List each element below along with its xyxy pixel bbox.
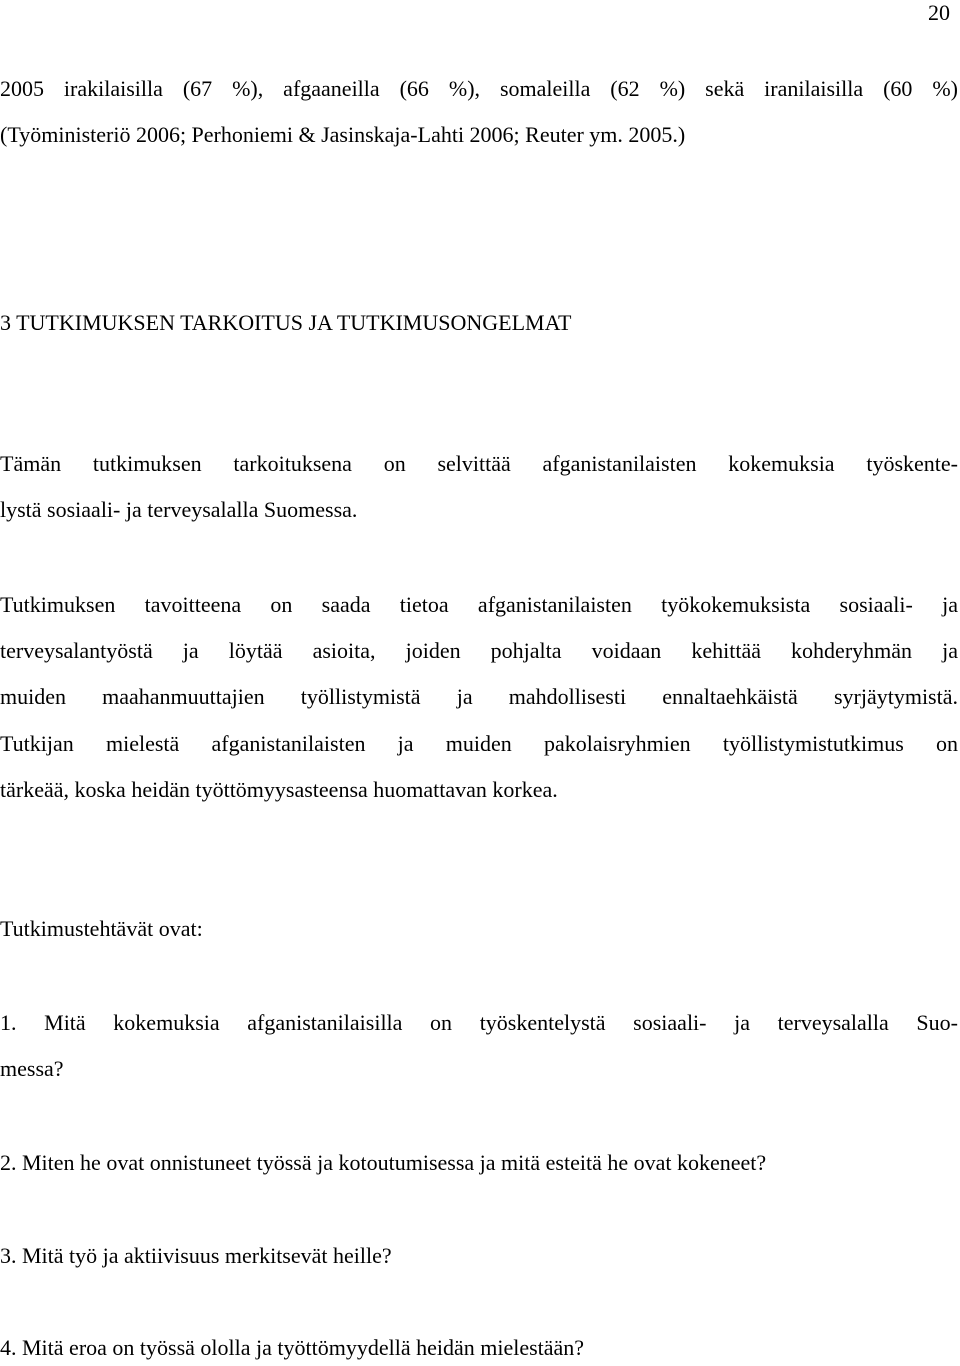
- paragraph-1-line-2: lystä sosiaali- ja terveysalalla Suomessa.: [0, 497, 358, 522]
- section-heading: 3 TUTKIMUKSEN TARKOITUS JA TUTKIMUSONGELMAT: [0, 310, 572, 335]
- paragraph-2-line-4: Tutkijan mielestä afganistanilaisten ja muiden pakolaisryhmien työllistymistutkimus on: [0, 731, 958, 756]
- paragraph-2-line-1: Tutkimuksen tavoitteena on saada tietoa afganistanilaisten työkokemuksista sosiaali- ja: [0, 592, 958, 617]
- paragraph-1-line-1: Tämän tutkimuksen tarkoituksena on selvittää afganistanilaisten kokemuksia työskente-: [0, 451, 958, 476]
- paragraph-2-line-3: muiden maahanmuuttajien työllistymistä ja mahdollisesti ennaltaehkäistä syrjäytymistä.: [0, 684, 958, 709]
- task-3: 3. Mitä työ ja aktiivisuus merkitsevät heille?: [0, 1243, 392, 1268]
- task-1-line-1: 1. Mitä kokemuksia afganistanilaisilla on työskentelystä sosiaali- ja terveysalalla Suo-: [0, 1010, 958, 1035]
- task-2: 2. Miten he ovat onnistuneet työssä ja kotoutumisessa ja mitä esteitä he ovat kokeneet?: [0, 1150, 767, 1175]
- paragraph-2-line-5: tärkeää, koska heidän työttömyysasteensa huomattavan korkea.: [0, 777, 558, 802]
- tasks-label: Tutkimustehtävät ovat:: [0, 916, 203, 941]
- paragraph-2-line-2: terveysalantyöstä ja löytää asioita, joiden pohjalta voidaan kehittää kohderyhmän ja: [0, 638, 958, 663]
- page-number: 20: [928, 0, 950, 25]
- intro-line-1: 2005 irakilaisilla (67 %), afgaaneilla (66 %), somaleilla (62 %) sekä iranilaisilla (60 %): [0, 76, 958, 101]
- task-1-line-2: messa?: [0, 1056, 64, 1081]
- task-4: 4. Mitä eroa on työssä ololla ja työttömyydellä heidän mielestään?: [0, 1335, 585, 1360]
- intro-line-2: (Työministeriö 2006; Perhoniemi & Jasinskaja-Lahti 2006; Reuter ym. 2005.): [0, 122, 686, 147]
